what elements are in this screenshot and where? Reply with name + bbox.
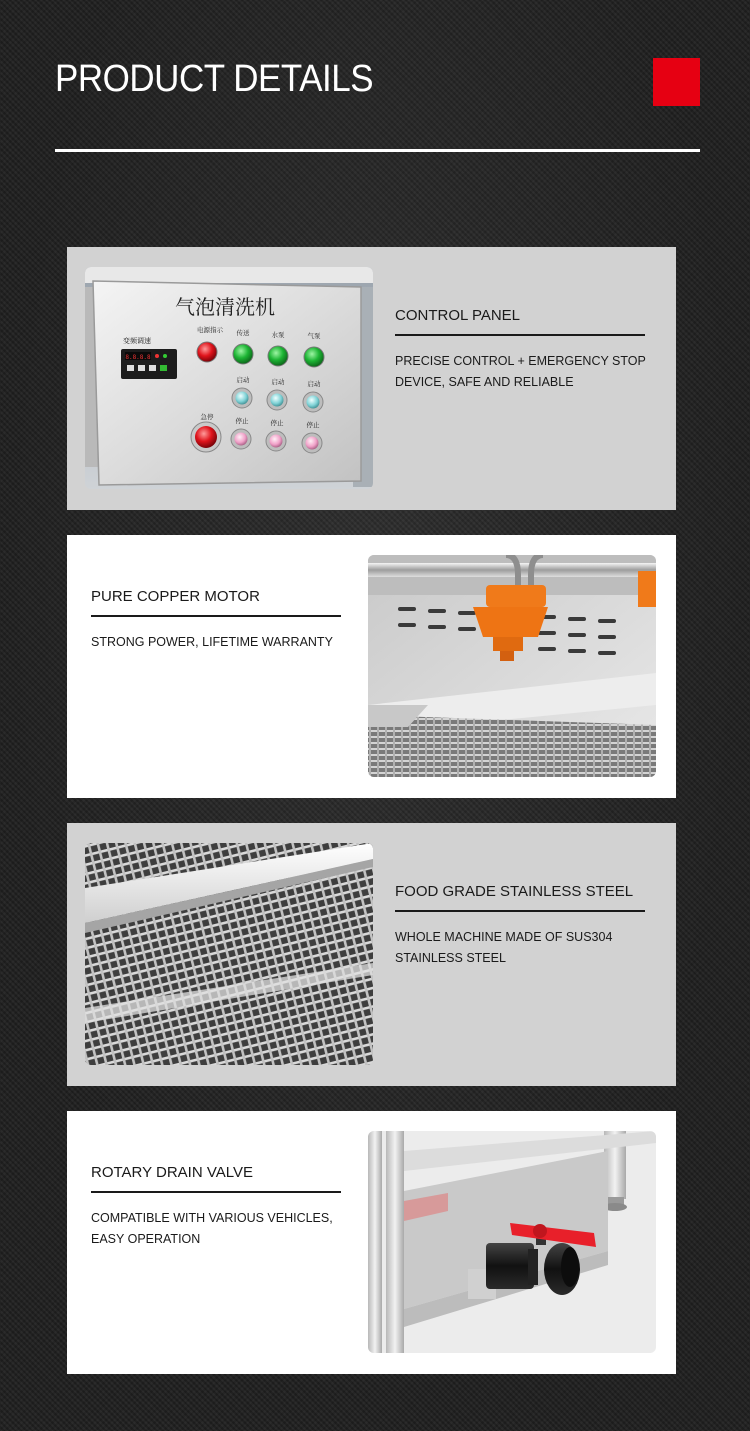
feature-text-stainless-steel <box>395 883 645 969</box>
feature-title: CONTROL PANEL <box>395 307 521 324</box>
feature-title: FOOD GRADE STAINLESS STEEL <box>395 883 634 900</box>
stainless-mesh-photo <box>85 843 373 1065</box>
spray-nozzle-photo <box>368 555 656 777</box>
air-pump-label: 气泵 <box>307 333 321 340</box>
feature-text-control-panel <box>395 307 645 393</box>
header-divider <box>55 149 700 152</box>
feature-text-copper-motor <box>91 588 341 653</box>
stop-label-1: 停止 <box>235 418 249 425</box>
stop-label-3: 停止 <box>306 422 320 429</box>
feature-card-control-panel <box>67 247 676 510</box>
feature-divider <box>395 334 645 336</box>
feature-desc-line: EASY OPERATION <box>91 1232 201 1246</box>
start-label-3: 启动 <box>307 381 321 388</box>
drain-valve-photo <box>368 1131 656 1353</box>
feature-divider <box>395 910 645 912</box>
feature-desc-line: STRONG POWER, LIFETIME WARRANTY <box>91 635 333 649</box>
feature-description <box>395 351 645 393</box>
stop-label-2: 停止 <box>270 420 284 427</box>
feature-divider <box>91 615 341 617</box>
feature-description <box>395 927 645 969</box>
power-label: 电源指示 <box>197 327 223 334</box>
start-label-1: 启动 <box>236 377 250 384</box>
feature-desc-line: STAINLESS STEEL <box>395 951 506 965</box>
start-label-2: 启动 <box>271 379 285 386</box>
feature-text-drain-valve <box>91 1164 341 1250</box>
freq-label: 变频调速 <box>123 338 151 345</box>
feature-description <box>91 1208 341 1250</box>
page-title: PRODUCT DETAILS <box>55 58 374 100</box>
feature-card-drain-valve <box>67 1111 676 1374</box>
feature-title: ROTARY DRAIN VALVE <box>91 1164 253 1181</box>
feature-divider <box>91 1191 341 1193</box>
feature-desc-line: DEVICE, SAFE AND RELIABLE <box>395 375 574 389</box>
feature-description <box>91 632 341 653</box>
feature-card-stainless-steel <box>67 823 676 1086</box>
control-panel-photo <box>85 267 373 489</box>
estop-label: 急停 <box>200 414 214 421</box>
feature-title: PURE COPPER MOTOR <box>91 588 260 605</box>
feature-desc-line: COMPATIBLE WITH VARIOUS VEHICLES, <box>91 1211 333 1225</box>
accent-square <box>653 58 700 106</box>
frequency-display: 8.8.8.8 <box>125 354 151 361</box>
feature-desc-line: WHOLE MACHINE MADE OF SUS304 <box>395 930 613 944</box>
conveyor-label: 传送 <box>236 330 250 337</box>
pump-label: 水泵 <box>271 332 285 339</box>
feature-card-copper-motor <box>67 535 676 798</box>
feature-desc-line: PRECISE CONTROL + EMERGENCY STOP <box>395 354 646 368</box>
panel-machine-name: 气泡清洗机 <box>175 295 275 319</box>
header <box>0 0 750 160</box>
